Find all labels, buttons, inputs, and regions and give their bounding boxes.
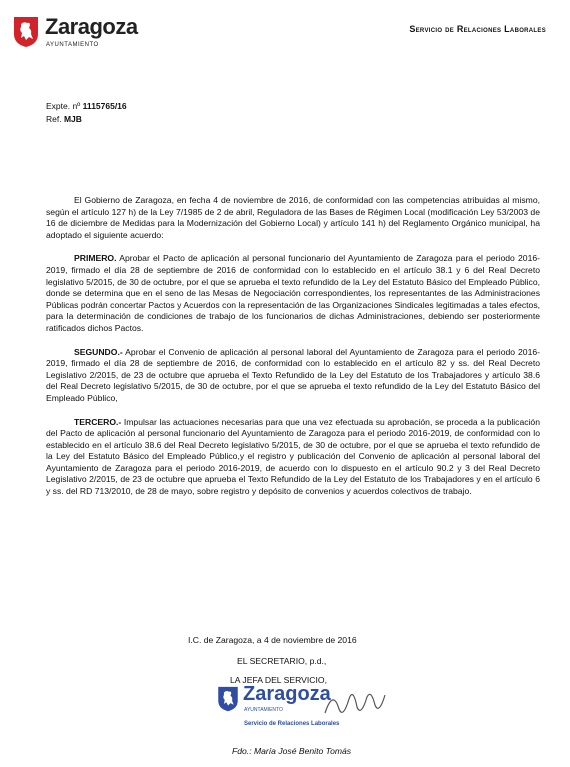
third-text: Impulsar las actuaciones necesarias para que una vez efectuada su aprobación, se proceda a la publicación del Pacto de aplicación al personal funcionario del Ayuntamiento de Zaragoza para el periodo 2016-2019, de conformidad con lo establecido en el artículo 38.6 del Real Decreto legislativo 5/2015, de 30 de octubre, por el que se aprueba el texto refundido de la Ley del Estatuto Básico del Empleado Público,y el registro y publicación del Convenio de aplicación al personal laboral del Ayuntamiento de Zaragoza para el periodo 2016-2019, de acuerdo con lo dispuesto en el artículo 90.2 y 3 del Real Decreto Legislativo 2/2015, de 23 de octubre que aprueba el Texto Refundido de la Ley del Estatuto de los Trabajadores y en el artículo 6 y ss. del RD 713/2010, de 28 de mayo, sobre registro y depósito de convenios y acuerdos colectivos de trabajo.: [46, 416, 540, 497]
signed-by: Fdo.: María José Benito Tomás: [232, 746, 352, 756]
zaragoza-lion-shield-icon: [13, 16, 39, 48]
zaragoza-logo: [13, 14, 153, 54]
stamp-lion-shield-icon: [217, 686, 239, 712]
first-paragraph: [46, 253, 540, 334]
third-paragraph: [46, 417, 540, 498]
third-heading: TERCERO.-: [74, 416, 122, 427]
stamp-service: Servicio de Relaciones Laborales: [244, 721, 340, 727]
agreement-body: [46, 195, 540, 510]
second-paragraph: [46, 347, 540, 405]
chief-line: LA JEFA DEL SERVICIO,: [230, 675, 327, 685]
second-text: Aprobar el Convenio de aplicación al personal laboral del Ayuntamiento de Zaragoza para el periodo 2016-2019, firmado el día 28 de septiembre de 2016, de conformidad con lo establecido en el artículo 82 y ss. del Real Decreto Legislativo 2/2015, de 23 de octubre que aprueba el Texto Refundido de la Ley del Estatuto de los Trabajadores y artículo 38.6 del Real Decreto legislativo 5/2015, de 30 de octubre, por el que se aprueba el texto refundido de la Ley del Estatuto Básico del Empleado Público,: [46, 346, 540, 403]
official-stamp: [213, 683, 393, 738]
expte-value: 1115765/16: [82, 101, 127, 111]
secretary-line: EL SECRETARIO, p.d.,: [237, 656, 327, 666]
expte-line: [46, 101, 127, 111]
service-heading: Servicio de Relaciones Laborales: [409, 24, 546, 34]
logo-subtitle: AYUNTAMIENTO: [46, 42, 99, 48]
first-text: Aprobar el Pacto de aplicación al personal funcionario del Ayuntamiento de Zaragoza para el periodo 2016-2019, firmado el día 28 de septiembre de 2016 de conformidad con lo establecido en el artículo 38.1 y 6 del Real Decreto legislativo 5/2015, de 30 de octubre, por el que se aprueba el texto refundido de la Ley del Estatuto Básico del Empleado Público, donde se determina que en el seno de las Mesas de Negociación correspondientes, los representantes de las Administraciones Públicas podrán concertar Pactos y Acuerdos con la representación de las Organizaciones Sindicales legitimadas a tales efectos, para la determinación de condiciones de trabajo de los funcionarios de dichas Administraciones, debiendo ser posteriormente ratificados dichos Pactos.: [46, 253, 540, 333]
ref-line: [46, 114, 82, 124]
second-heading: SEGUNDO.-: [74, 346, 123, 357]
logo-name: Zaragoza: [45, 14, 138, 39]
expte-label: Expte. nº: [46, 101, 81, 111]
first-heading: PRIMERO.: [74, 253, 117, 264]
stamp-subtitle: AYUNTAMIENTO: [244, 707, 283, 713]
intro-paragraph: El Gobierno de Zaragoza, en fecha 4 de noviembre de 2016, de conformidad con las competencias atribuidas al mismo, según el artículo 127 h) de la Ley 7/1985 de 2 de abril, Reguladora de las Bases de Régimen Local (modificación Ley 53/2003 de 16 de diciembre de Medidas para la Modernización del Gobierno Local) y artículo 141 h) del Reglamento Orgánico municipal, ha adoptado el siguiente acuerdo:: [46, 195, 540, 240]
handwritten-signature: [323, 687, 393, 721]
place-date: I.C. de Zaragoza, a 4 de noviembre de 2016: [188, 635, 357, 645]
stamp-name: Zaragoza: [243, 683, 331, 705]
ref-value: MJB: [63, 114, 82, 124]
ref-label: Ref.: [46, 114, 62, 124]
